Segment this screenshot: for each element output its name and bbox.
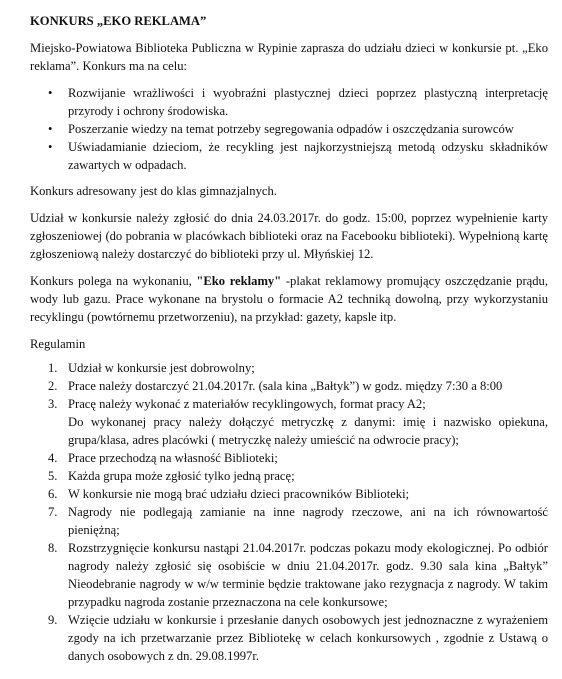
rule-item [30,395,548,449]
rule-text: Udział w konkursie jest dobrowolny; [68,361,255,375]
goal-item [30,84,548,120]
goals-list [30,84,548,174]
goal-text: Poszerzanie wiedzy na temat potrzeby segregowania odpadów i oszczędzania surowców [68,122,514,136]
rule-item [30,485,548,503]
rules-heading: Regulamin [30,337,86,351]
rule-item [30,611,548,665]
rule-number: 4. [48,451,58,465]
registration-paragraph: Udział w konkursie należy zgłosić do dnia 24.03.2017r. do godz. 15:00, poprzez wypełnienie karty zgłoszeniowej (do pobrania w placówkach biblioteki oraz na Facebooku biblioteki). Wypełnioną kartę zgłoszeniową należy dostarczyć do biblioteki przy ul. Młyńskiej 12. [30,211,548,261]
rule-text: Prace przechodzą na własność Biblioteki; [68,451,278,465]
rule-text: Każda grupa może zgłosić tylko jedną pracę; [68,469,295,483]
audience-paragraph: Konkurs adresowany jest do klas gimnazjalnych. [30,184,277,198]
rule-number: 6. [48,487,58,501]
rule-item [30,377,548,395]
rules-list [30,359,548,665]
task-text-after: -plakat reklamowy promujący oszczędzanie prądu, wody lub gazu. Prace wykonane na brystolu o formacie A2 techniką dowolną, przy wykorzystaniu recyklingu (powtórnemu przetworzeniu), na przykład: gazety, kapsle itp. [30,274,548,324]
rule-text: Prace należy dostarczyć 21.04.2017r. (sala kina „Bałtyk”) w godz. między 7:30 a 8:00 [68,379,503,393]
task-paragraph [30,272,548,326]
bullet-icon: • [48,122,53,136]
rule-number: 2. [48,379,58,393]
rule-item [30,449,548,467]
rule-number: 1. [48,361,58,375]
goal-item [30,138,548,174]
rule-item [30,503,548,539]
rule-text: Nagrody nie podlegają zamianie na inne nagrody rzeczowe, ani na ich równowartość pieniężną; [68,505,548,537]
rule-number: 7. [48,505,58,519]
rule-text: W konkursie nie mogą brać udziału dzieci pracowników Biblioteki; [68,487,410,501]
rule-number: 3. [48,397,58,411]
rule-subtext: Do wykonanej pracy należy dołączyć metryczkę z danymi: imię i nazwisko opiekuna, grupa/klasa, adres placówki ( metryczkę należy umieścić na odwrocie pracy); [68,415,548,447]
bullet-icon: • [48,140,53,154]
task-text-bold: "Eko reklamy" [196,274,282,288]
bullet-icon: • [48,86,53,100]
rule-text: Wzięcie udziału w konkursie i przesłanie danych osobowych jest jednoznaczne z wyrażeniem zgody na ich przetwarzanie przez Bibliotekę w celach konkursowych , zgodnie z Ustawą o danych osobowych z dn. 29.08.1997r. [68,613,548,663]
goal-text: Uświadamianie dzieciom, że recykling jest najkorzystniejszą metodą odzysku składników zawartych w odpadach. [68,140,548,172]
goal-item [30,120,548,138]
rule-text: Rozstrzygnięcie konkursu nastąpi 21.04.2017r. podczas pokazu mody ekologicznej. Po odbiór nagrody należy zgłosić się osobiście w dniu 21.04.2017r. godz. 9.30 sala kina „Bałtyk” Nieodebranie nagrody w w/w terminie będzie traktowane jako rezygnacja z nagrody. W takim przypadku nagroda zostanie przeznaczona na cele konkursowe; [68,541,548,609]
rule-item [30,539,548,611]
rule-text: Pracę należy wykonać z materiałów recyklingowych, format pracy A2; [68,397,426,411]
rule-number: 5. [48,469,58,483]
rule-number: 9. [48,613,58,627]
rule-item [30,359,548,377]
goal-text: Rozwijanie wrażliwości i wyobraźni plastycznej dzieci poprzez plastyczną interpretację przyrody i ochrony środowiska. [68,86,548,118]
document-title: KONKURS „EKO REKLAMA” [30,14,207,28]
task-text-before: Konkurs polega na wykonaniu, [30,274,197,288]
rule-number: 8. [48,541,58,555]
rule-item [30,467,548,485]
intro-paragraph: Miejsko-Powiatowa Biblioteka Publiczna w Rypinie zaprasza do udziału dzieci w konkursie pt. „Eko reklama”. Konkurs ma na celu: [30,41,548,73]
